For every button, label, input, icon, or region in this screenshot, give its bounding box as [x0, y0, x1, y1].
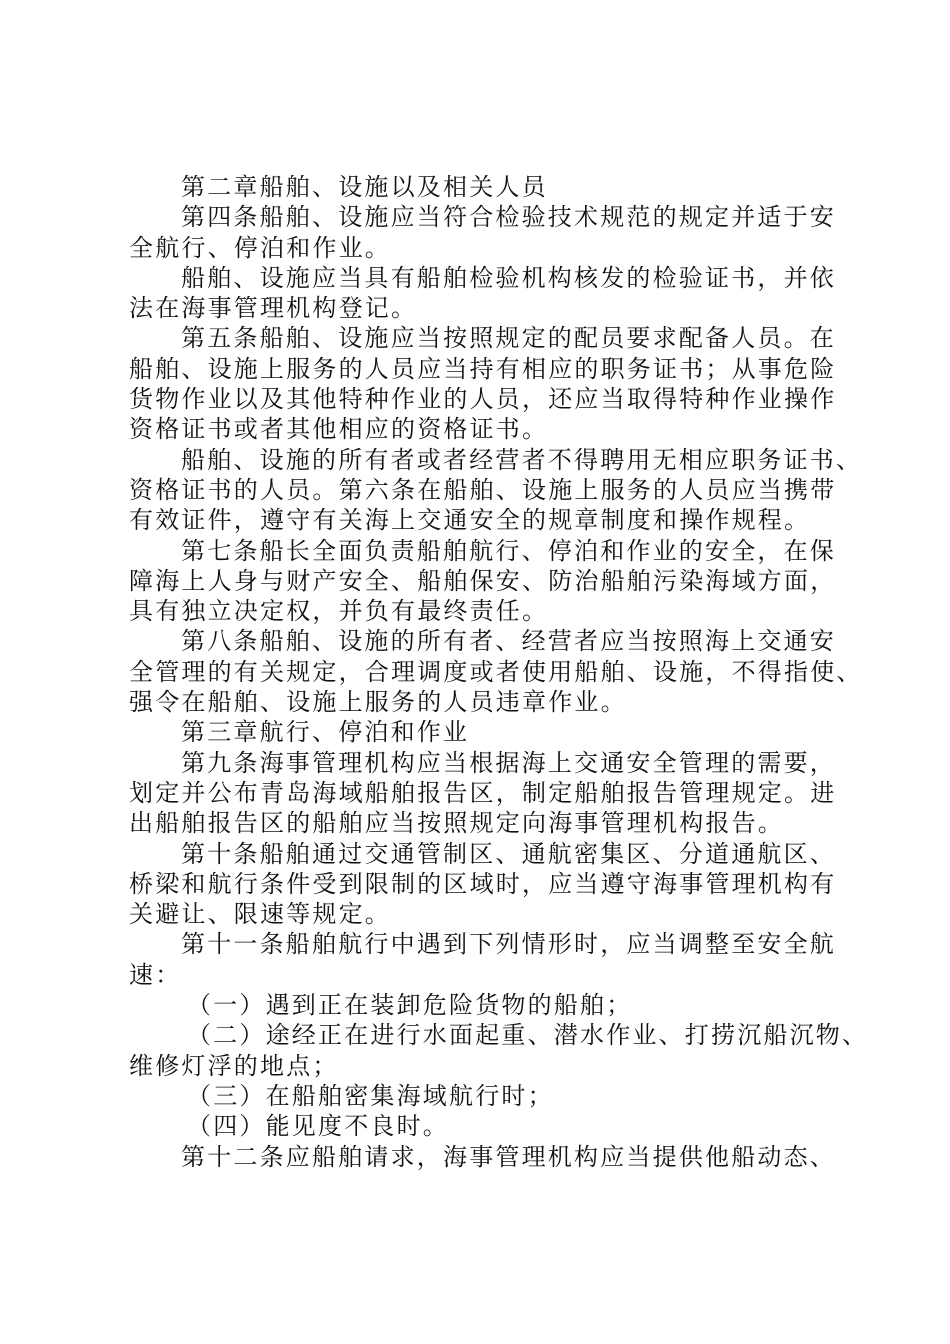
text-line: 第五条船舶、设施应当按照规定的配员要求配备人员。在: [181, 324, 836, 353]
text-line: 货物作业以及其他特种作业的人员，还应当取得特种作业操作: [129, 385, 837, 414]
text-line: （一）遇到正在装卸危险货物的船舶；: [187, 991, 633, 1020]
text-line: 船舶、设施应当具有船舶检验机构核发的检验证书，并依: [181, 263, 836, 292]
text-line: （二）途经正在进行水面起重、潜水作业、打捞沉船沉物、: [187, 1021, 869, 1050]
text-line: 具有独立决定权，并负有最终责任。: [129, 597, 549, 626]
text-line: 强令在船舶、设施上服务的人员违章作业。: [129, 688, 627, 717]
text-line: 障海上人身与财产安全、船舶保安、防治船舶污染海域方面，: [129, 566, 837, 595]
text-line: 速：: [129, 960, 182, 989]
text-line: 资格证书或者其他相应的资格证书。: [129, 415, 549, 444]
text-line: 第九条海事管理机构应当根据海上交通安全管理的需要，: [181, 748, 836, 777]
text-line: 全管理的有关规定，合理调度或者使用船舶、设施，不得指使、: [129, 657, 863, 686]
text-line: 有效证件，遵守有关海上交通安全的规章制度和操作规程。: [129, 506, 811, 535]
text-line: 桥梁和航行条件受到限制的区域时，应当遵守海事管理机构有: [129, 869, 837, 898]
text-line: 第十条船舶通过交通管制区、通航密集区、分道通航区、: [181, 839, 836, 868]
text-line: 第八条船舶、设施的所有者、经营者应当按照海上交通安: [181, 627, 836, 656]
text-line: 第二章船舶、设施以及相关人员: [181, 173, 548, 201]
text-line: 船舶、设施的所有者或者经营者不得聘用无相应职务证书、: [181, 445, 863, 474]
text-line: 划定并公布青岛海域船舶报告区，制定船舶报告管理规定。进: [129, 778, 837, 807]
text-line: 出船舶报告区的船舶应当按照规定向海事管理机构报告。: [129, 809, 784, 838]
text-line: （四）能见度不良时。: [187, 1112, 449, 1141]
text-line: 船舶、设施上服务的人员应当持有相应的职务证书；从事危险: [129, 354, 837, 383]
text-line: 法在海事管理机构登记。: [129, 294, 418, 323]
text-line: 维修灯浮的地点；: [129, 1051, 339, 1080]
text-line: 第三章航行、停泊和作业: [181, 718, 470, 747]
text-line: 第四条船舶、设施应当符合检验技术规范的规定并适于安: [181, 203, 836, 232]
text-line: 资格证书的人员。第六条在船舶、设施上服务的人员应当携带: [129, 475, 837, 504]
text-line: 全航行、停泊和作业。: [129, 233, 391, 262]
text-line: 第七条船长全面负责船舶航行、停泊和作业的安全，在保: [181, 536, 836, 565]
text-line: 关避让、限速等规定。: [129, 900, 391, 929]
text-line: 第十一条船舶航行中遇到下列情形时，应当调整至安全航: [181, 930, 836, 959]
text-line: （三）在船舶密集海域航行时；: [187, 1081, 554, 1110]
document-body: [129, 172, 869, 1172]
text-line: 第十二条应船舶请求，海事管理机构应当提供他船动态、: [181, 1142, 836, 1171]
